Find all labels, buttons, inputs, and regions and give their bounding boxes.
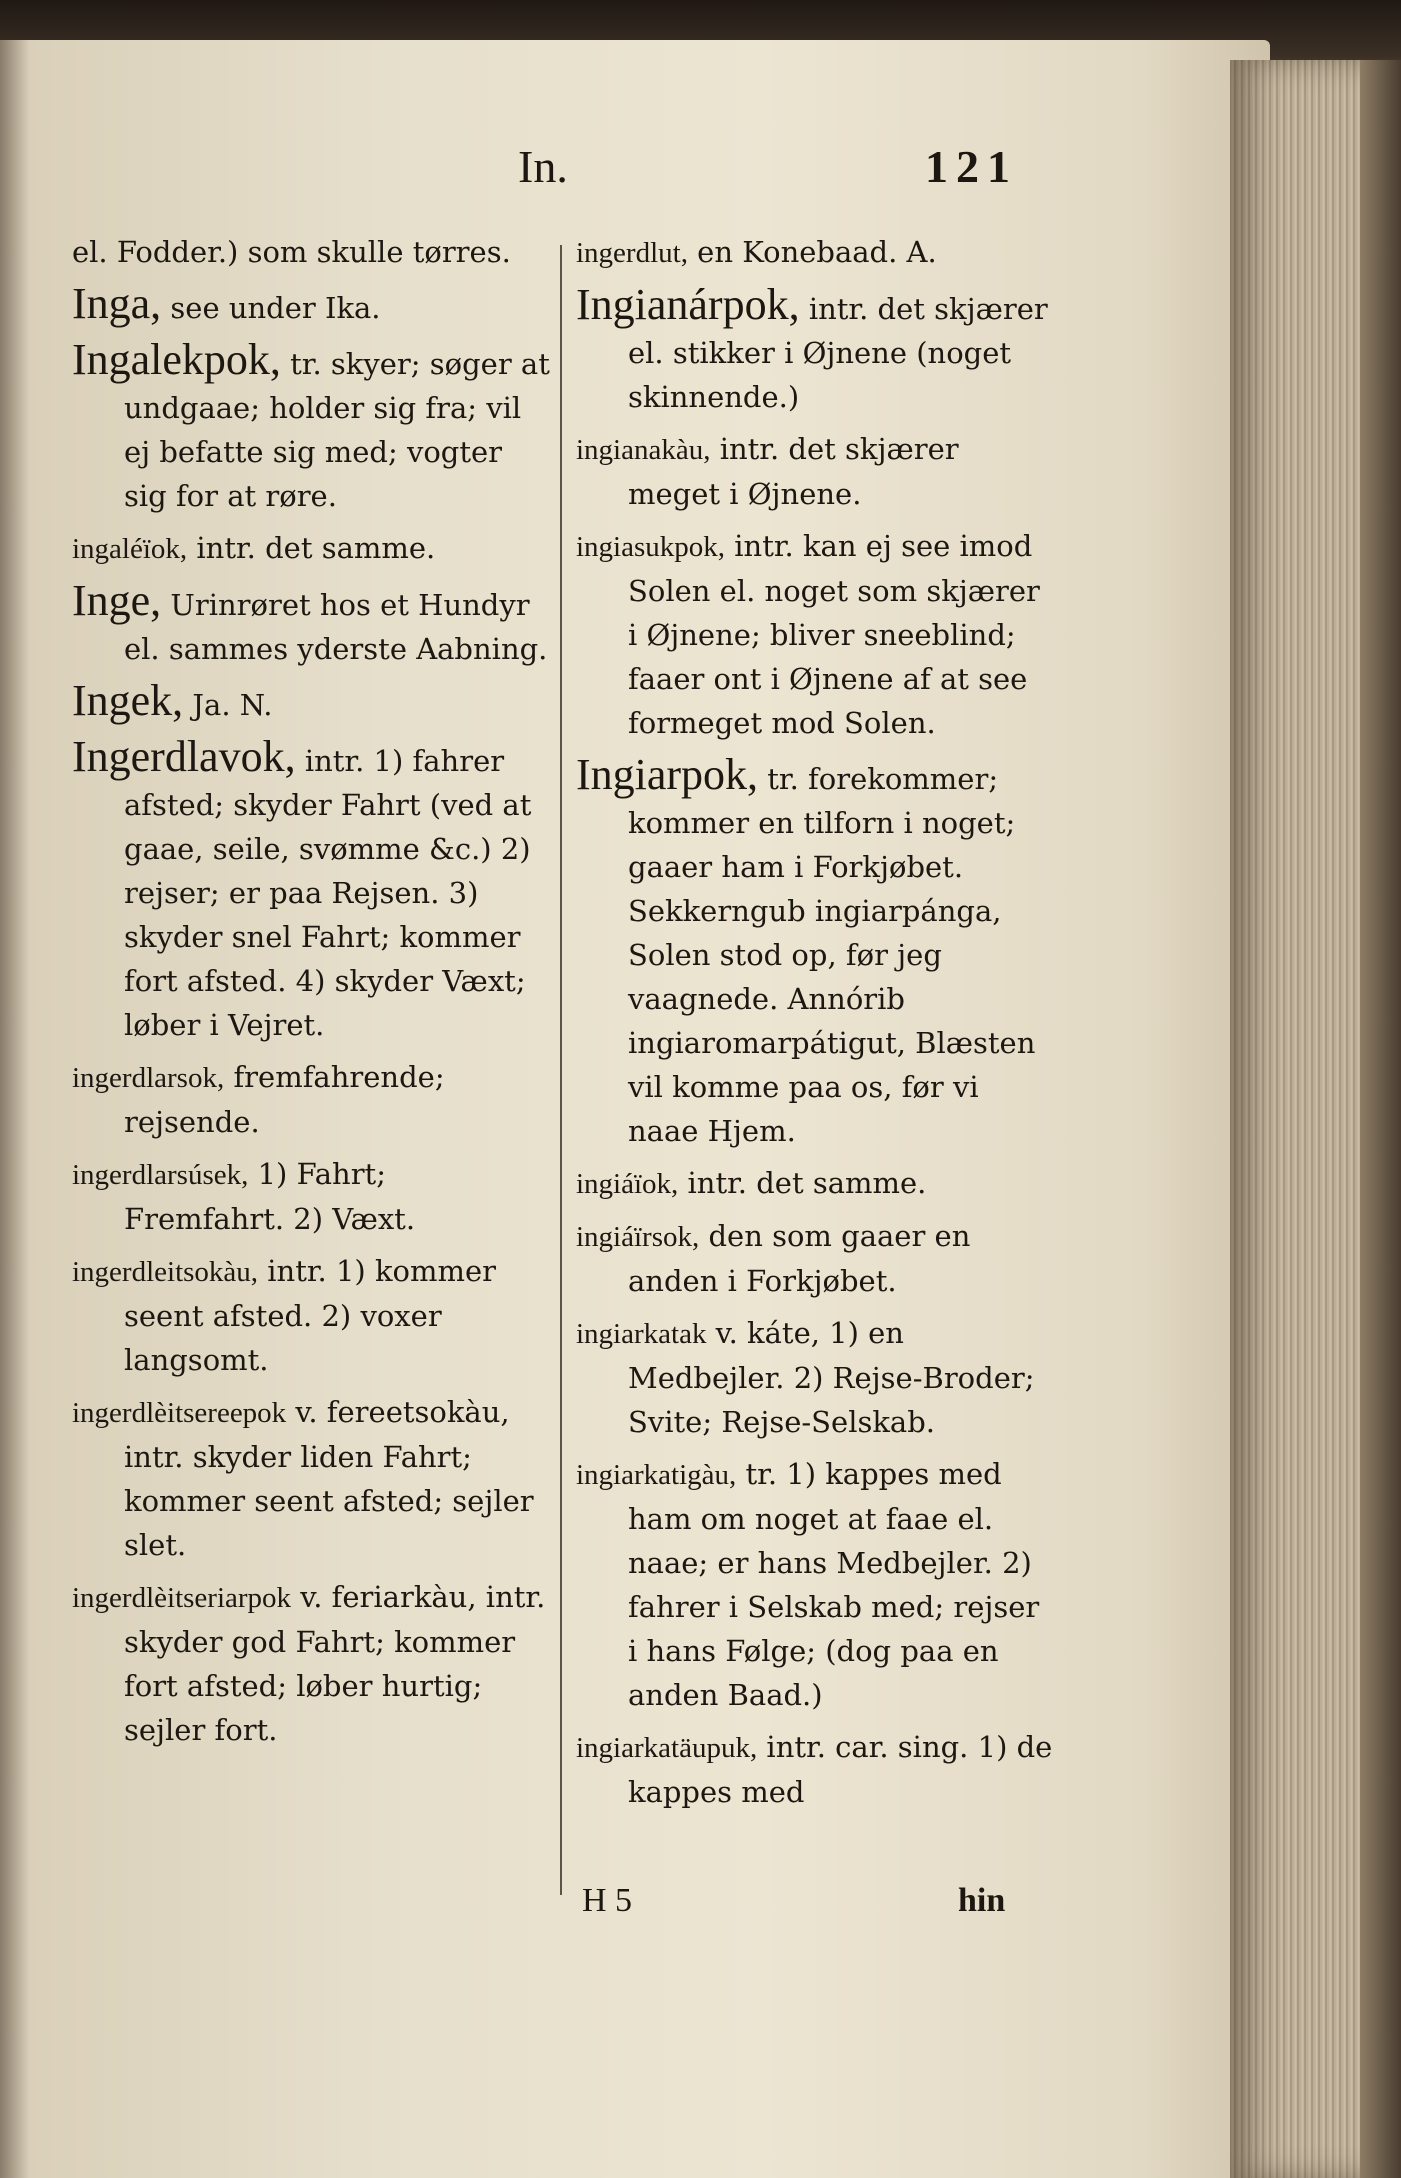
entry-headword: Ingianárpok, [576, 280, 800, 329]
entry-definition: intr. det skjærer el. stikker i Øjnene (noget skinnende.) [628, 292, 1048, 414]
entry-definition: fremfahrende; rejsende. [124, 1060, 445, 1139]
dictionary-entry [72, 1152, 552, 1241]
entry-definition: v. feriarkàu, intr. skyder god Fahrt; kommer fort afsted; løber hurtig; sejler fort. [124, 1580, 546, 1747]
book-edge-dark [1360, 60, 1401, 2178]
entry-headword: ingerdleitsokàu, [72, 1256, 259, 1288]
entry-headword: ingerdlarsok, [72, 1062, 225, 1094]
dictionary-entry [576, 1161, 1056, 1206]
entry-definition: tr. skyer; søger at undgaae; holder sig fra; vil ej befatte sig med; vogter sig for at røre. [124, 347, 550, 513]
entry-headword: ingiáïrsok, [576, 1221, 700, 1253]
entry-definition: intr. det skjærer meget i Øjnene. [628, 432, 959, 511]
entry-definition: el. Fodder.) som skulle tørres. [72, 235, 511, 269]
entry-definition: v. káte, 1) en Medbejler. 2) Rejse-Broder; Svite; Rejse-Selskab. [628, 1316, 1035, 1439]
dictionary-entry [72, 1055, 552, 1144]
entry-definition: Ja. N. [192, 688, 273, 722]
entry-headword: Ingerdlavok, [72, 732, 296, 781]
entry-headword: ingianakàu, [576, 434, 711, 466]
running-head: In. [518, 141, 568, 192]
dictionary-entry [576, 1214, 1056, 1303]
entry-headword: ingerdlarsúsek, [72, 1159, 249, 1191]
dictionary-entry [72, 335, 552, 518]
dictionary-entry [576, 1452, 1056, 1717]
dictionary-entry [576, 427, 1056, 516]
entry-definition: tr. 1) kappes med ham om noget at faae el. naae; er hans Medbejler. 2) fahrer i Selskab med; rejser i hans Følge; (dog paa en anden Baad.) [628, 1457, 1040, 1712]
dictionary-entry [72, 732, 552, 1047]
catchword: hin [958, 1882, 1006, 1919]
entry-headword: ingerdlèitseriarpok [72, 1582, 292, 1614]
dictionary-entry [72, 676, 552, 727]
entry-headword: Ingek, [72, 676, 184, 725]
dictionary-entry [72, 576, 552, 671]
dictionary-entry [72, 526, 552, 571]
entry-definition: en Konebaad. A. [697, 235, 937, 269]
dictionary-entry [576, 750, 1056, 1153]
entry-headword: ingiarkatigàu, [576, 1459, 737, 1491]
dictionary-entry [576, 280, 1056, 419]
entry-definition: intr. det samme. [687, 1166, 927, 1200]
entry-definition: Urinrøret hos et Hundyr el. sammes yderste Aabning. [124, 588, 548, 666]
dictionary-entry [72, 1575, 552, 1752]
entry-definition: intr. car. sing. 1) de kappes med [628, 1730, 1053, 1809]
dictionary-entry [576, 1725, 1056, 1814]
entry-definition: v. fereetsokàu, intr. skyder liden Fahrt; kommer seent afsted; sejler slet. [124, 1395, 534, 1562]
entry-definition: intr. kan ej see imod Solen el. noget som skjærer i Øjnene; bliver sneeblind; faaer ont i Øjnene af at see formeget mod Solen. [628, 529, 1040, 740]
signature-mark: H 5 [582, 1882, 633, 1919]
entry-headword: Ingalekpok, [72, 335, 281, 384]
entry-definition: 1) Fahrt; Fremfahrt. 2) Væxt. [124, 1157, 416, 1236]
column-divider [560, 245, 562, 1895]
gutter-shadow [0, 40, 30, 2178]
entry-headword: ingiarkatäupuk, [576, 1732, 758, 1764]
right-column [576, 230, 1056, 1822]
left-column [72, 230, 552, 1760]
dictionary-entry [576, 1311, 1056, 1444]
dictionary-entry [72, 230, 552, 274]
entry-definition: den som gaaer en anden i Forkjøbet. [628, 1219, 971, 1298]
entry-headword: ingiáïok, [576, 1168, 679, 1200]
dictionary-entry [72, 279, 552, 330]
dictionary-entry [72, 1390, 552, 1567]
entry-headword: Inga, [72, 279, 162, 328]
entry-definition: intr. 1) fahrer afsted; skyder Fahrt (ved at gaae, seile, svømme &c.) 2) rejser; er paa Rejsen. 3) skyder snel Fahrt; kommer fort afsted. 4) skyder Væxt; løber i Vejret. [124, 744, 532, 1042]
entry-headword: ingerdlut, [576, 237, 688, 269]
dictionary-entry [576, 524, 1056, 745]
entry-definition: tr. forekommer; kommer en tilforn i noget; gaaer ham i Forkjøbet. Sekkerngub ingiarpánga, Solen stod op, før jeg vaagnede. Annórib ingiaromarpátigut, Blæsten vil komme paa os, før vi naae Hjem. [628, 762, 1036, 1148]
dictionary-entry [576, 230, 1056, 275]
entry-headword: ingiasukpok, [576, 531, 726, 563]
dictionary-entry [72, 1249, 552, 1382]
entry-headword: Inge, [72, 576, 162, 625]
entry-headword: ingaléïok, [72, 533, 188, 565]
entry-headword: ingiarkatak [576, 1318, 707, 1350]
entry-definition: intr. 1) kommer seent afsted. 2) voxer langsomt. [124, 1254, 497, 1377]
entry-definition: see under Ika. [170, 291, 381, 325]
page-number: 121 [925, 141, 1018, 192]
entry-definition: intr. det samme. [196, 531, 436, 565]
entry-headword: ingerdlèitsereepok [72, 1397, 287, 1429]
entry-headword: Ingiarpok, [576, 750, 759, 799]
